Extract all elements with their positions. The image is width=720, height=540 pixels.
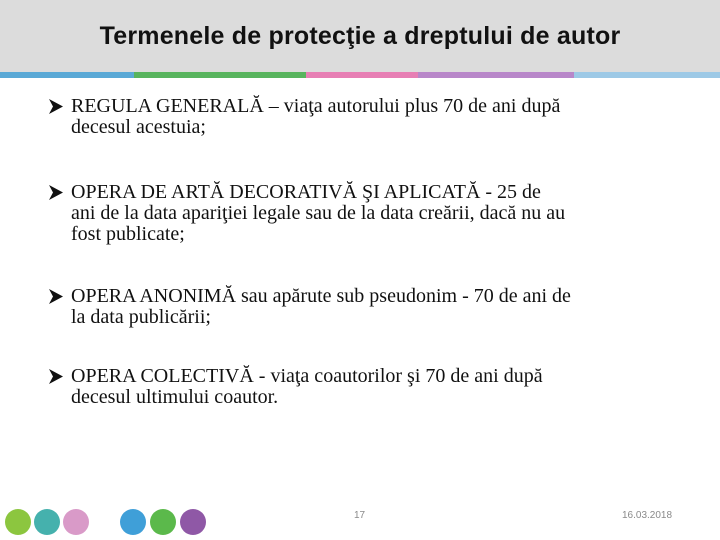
- bullet-item: [48, 96, 560, 138]
- bullet-line: decesul ultimului coautor.: [71, 386, 279, 408]
- decorative-circle-icon: [120, 509, 146, 535]
- bullet-line: OPERA ANONIMĂ sau apărute sub pseudonim - 70 de ani de: [71, 285, 571, 307]
- stripe-light-blue: [574, 72, 720, 78]
- bullet-line: REGULA GENERALĂ – viaţa autorului plus 70 de ani după: [71, 95, 561, 117]
- decorative-circle-icon: [63, 509, 89, 535]
- stripe-purple: [418, 72, 574, 78]
- bullet-item: [48, 366, 543, 408]
- arrow-bullet-icon: [48, 184, 64, 201]
- page-number: 17: [354, 510, 366, 521]
- slide-date: 16.03.2018: [622, 510, 673, 521]
- bullet-line: OPERA COLECTIVĂ - viaţa coautorilor şi 70 de ani după: [71, 365, 543, 387]
- stripe-green: [134, 72, 306, 78]
- stripe-pink: [306, 72, 418, 78]
- arrow-bullet-icon: [48, 288, 64, 305]
- decorative-circle-icon: [180, 509, 206, 535]
- bullet-line: OPERA DE ARTĂ DECORATIVĂ ŞI APLICATĂ - 25 de: [71, 181, 541, 203]
- arrow-bullet-icon: [48, 368, 64, 385]
- bullet-line: fost publicate;: [71, 223, 185, 245]
- bullet-item: [48, 182, 565, 245]
- bullet-line: ani de la data apariţiei legale sau de la data creării, dacă nu au: [71, 202, 566, 224]
- bullet-item: [48, 286, 571, 328]
- slide-title: Termenele de protecţie a dreptului de autor: [99, 22, 621, 50]
- decorative-circle-icon: [34, 509, 60, 535]
- bullet-line: decesul acestuia;: [71, 116, 206, 138]
- arrow-bullet-icon: [48, 98, 64, 115]
- stripe-blue: [0, 72, 134, 78]
- bullet-line: la data publicării;: [71, 306, 211, 328]
- decorative-circle-icon: [5, 509, 31, 535]
- decorative-circle-icon: [150, 509, 176, 535]
